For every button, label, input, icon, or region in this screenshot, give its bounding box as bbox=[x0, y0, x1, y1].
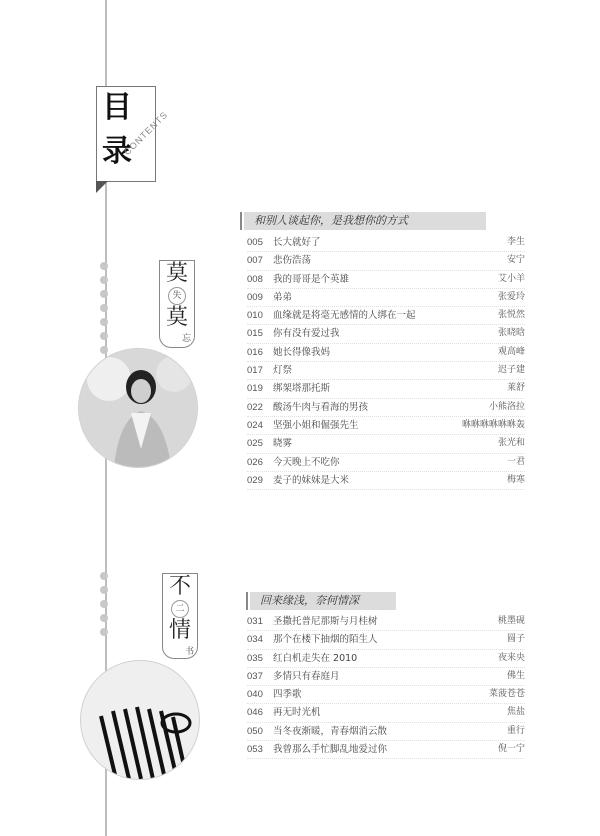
badge-small-1: 忘 bbox=[181, 334, 191, 344]
toc-list-1 bbox=[247, 234, 525, 490]
toc-entry[interactable]: 046 再无时光机 焦盐 bbox=[247, 704, 525, 722]
toc-entry[interactable]: 016 她长得像我妈 观高峰 bbox=[247, 344, 525, 362]
toc-entry[interactable]: 031 圣撒托普尼那斯与月桂树 桃墨砚 bbox=[247, 613, 525, 631]
timeline-dots-2 bbox=[100, 572, 108, 642]
toc-entry[interactable]: 034 那个在楼下抽烟的陌生人 圆子 bbox=[247, 631, 525, 649]
toc-entry[interactable]: 009 弟弟 张爱玲 bbox=[247, 289, 525, 307]
timeline-dots-1 bbox=[100, 262, 108, 360]
section-banner-2: 回来缘浅，奈何情深 bbox=[250, 592, 396, 610]
banner-bar-2 bbox=[246, 592, 248, 610]
toc-entry[interactable]: 022 酸汤牛肉与看海的男孩 小熊洛拉 bbox=[247, 399, 525, 417]
section-banner-1: 和别人谈起你，是我想你的方式 bbox=[244, 212, 486, 230]
badge-char-1: 不 bbox=[168, 574, 191, 599]
toc-entry[interactable]: 008 我的哥哥是个英雄 艾小羊 bbox=[247, 271, 525, 289]
badge-small-2: 书 bbox=[184, 647, 194, 657]
title-char-1: 目 bbox=[102, 90, 132, 125]
toc-entry[interactable]: 007 悲伤浩荡 安宁 bbox=[247, 252, 525, 270]
toc-entry[interactable]: 010 血缘就是将毫无感情的人绑在一起 张悦然 bbox=[247, 307, 525, 325]
toc-entry[interactable]: 050 当冬夜渐暖，青春烟消云散 重行 bbox=[247, 723, 525, 741]
toc-entry[interactable]: 015 你有没有爱过我 张晓晗 bbox=[247, 325, 525, 343]
card-fold bbox=[96, 181, 108, 193]
toc-entry[interactable]: 005 长大就好了 李生 bbox=[247, 234, 525, 252]
toc-entry[interactable]: 053 我曾那么手忙脚乱地爱过你 倪一宁 bbox=[247, 741, 525, 759]
badge-circle-2: 二 bbox=[171, 600, 189, 618]
badge-char-1: 莫 bbox=[165, 261, 188, 286]
zebra-illustration bbox=[81, 661, 199, 779]
portrait-illustration bbox=[79, 349, 197, 467]
contents-subtitle: CONTENTS bbox=[122, 109, 170, 158]
toc-entry[interactable]: 026 今天晚上不吃你 一君 bbox=[247, 454, 525, 472]
toc-entry[interactable]: 025 晓雾 张光和 bbox=[247, 435, 525, 453]
badge-char-2: 莫 bbox=[165, 305, 188, 330]
toc-entry[interactable]: 035 红白机走失在 2010 夜来央 bbox=[247, 650, 525, 668]
section-photo-2 bbox=[80, 660, 200, 780]
badge-circle-1: 失 bbox=[168, 287, 186, 305]
toc-entry[interactable]: 040 四季歌 菜菠苍苍 bbox=[247, 686, 525, 704]
section-badge-2 bbox=[162, 573, 198, 659]
title-char-2: 录 bbox=[102, 134, 132, 169]
banner-bar-1 bbox=[240, 212, 242, 230]
toc-entry[interactable]: 037 多情只有春庭月 佛生 bbox=[247, 668, 525, 686]
section-photo-1 bbox=[78, 348, 198, 468]
badge-char-2: 情 bbox=[168, 618, 191, 643]
toc-list-2 bbox=[247, 613, 525, 759]
toc-entry[interactable]: 017 灯祭 迟子建 bbox=[247, 362, 525, 380]
section-badge-1 bbox=[159, 260, 195, 348]
toc-entry[interactable]: 024 坚强小姐和倔强先生 咻咻咻咻咻咻轰 bbox=[247, 417, 525, 435]
toc-entry[interactable]: 019 绑架塔那托斯 莱舒 bbox=[247, 380, 525, 398]
toc-entry[interactable]: 029 麦子的妹妹是大米 梅寒 bbox=[247, 472, 525, 490]
